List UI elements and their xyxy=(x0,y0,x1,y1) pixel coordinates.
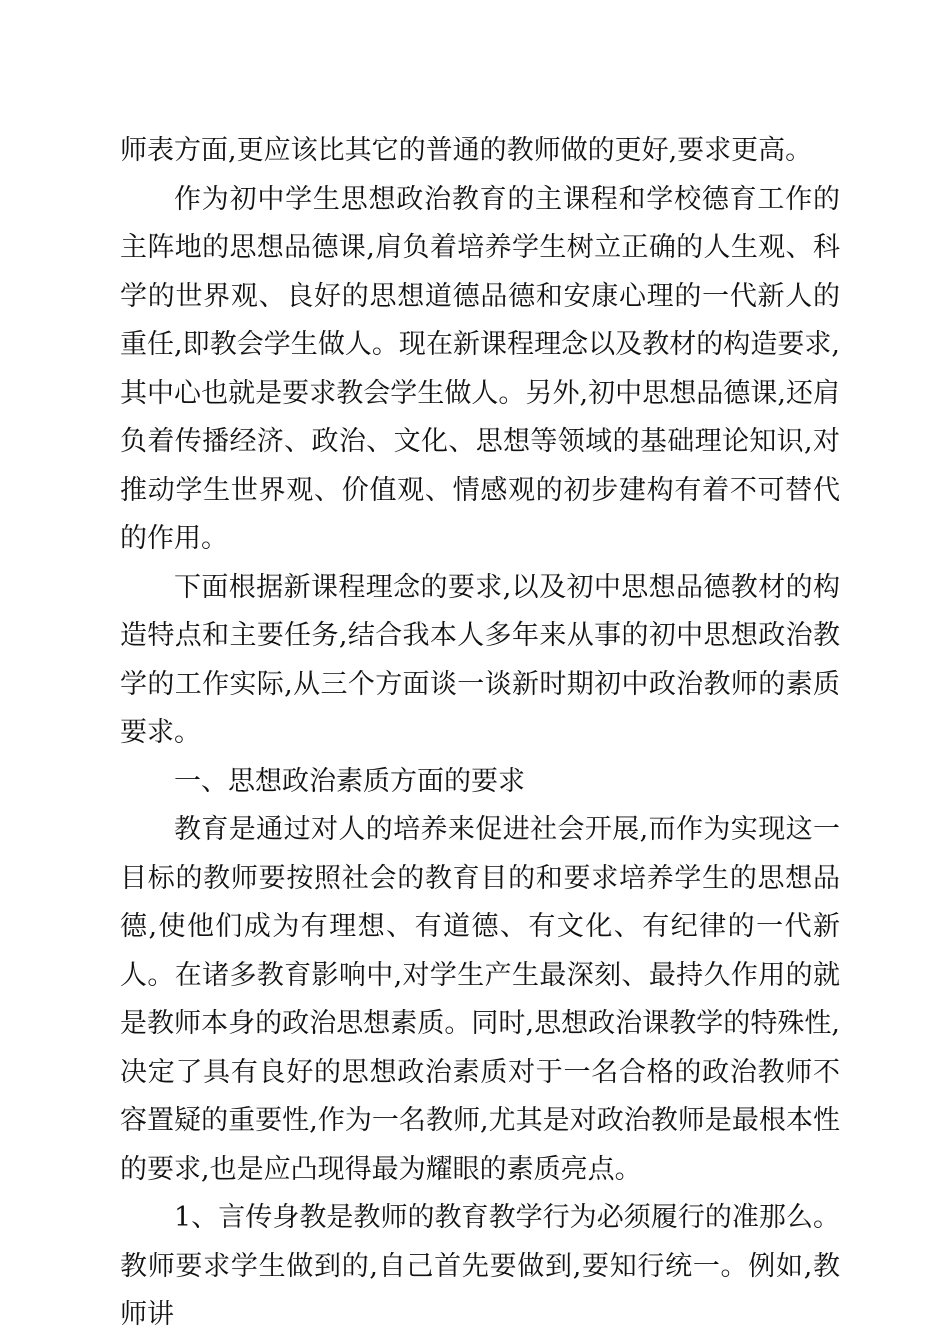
paragraph-point-one: 1、言传身教是教师的教育教学行为必须履行的准那么。教师要求学生做到的,自己首先要做到,要知行统一。例如,教师讲 xyxy=(120,1202,840,1330)
document-body xyxy=(120,127,840,1340)
paragraph-political-quality: 教育是通过对人的培养来促进社会开展,而作为实现这一目标的教师要按照社会的教育目的和要求培养学生的思想品德,使他们成为有理想、有道德、有文化、有纪律的一代新人。在诸多教育影响中,对学生产生最深刻、最持久作用的就是教师本身的政治思想素质。同时,思想政治课教学的特殊性,决定了具有良好的思想政治素质对于一名合格的政治教师不容置疑的重要性,作为一名教师,尤其是对政治教师是最根本性的要求,也是应凸现得最为耀眼的素质亮点。 xyxy=(120,814,840,1185)
section-heading-political-quality: 一、思想政治素质方面的要求 xyxy=(174,765,525,797)
paragraph-continuation: 师表方面,更应该比其它的普通的教师做的更好,要求更高。 xyxy=(120,135,813,166)
paragraph-course-role: 作为初中学生思想政治教育的主课程和学校德育工作的主阵地的思想品德课,肩负着培养学生树立正确的人生观、科学的世界观、良好的思想道德品德和安康心理的一代新人的重任,即教会学生做人。现在新课程理念以及教材的构造要求,其中心也就是要求教会学生做人。另外,初中思想品德课,还肩负着传播经济、政治、文化、思想等领域的基础理论知识,对推动学生世界观、价值观、情感观的初步建构有着不可替代的作用。 xyxy=(120,183,840,554)
paragraph-introduction: 下面根据新课程理念的要求,以及初中思想品德教材的构造特点和主要任务,结合我本人多年来从事的初中思想政治教学的工作实际,从三个方面谈一谈新时期初中政治教师的素质要求。 xyxy=(120,571,840,748)
